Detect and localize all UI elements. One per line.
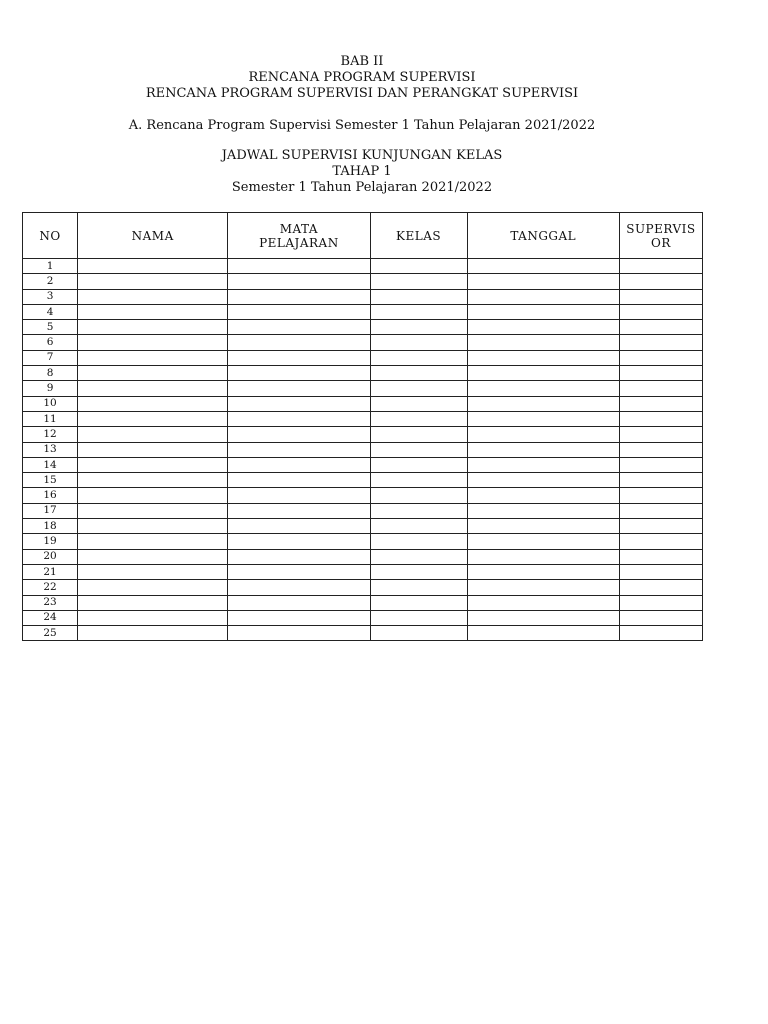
cell-mata-pelajaran — [228, 274, 370, 289]
cell-supervisor — [619, 564, 702, 579]
cell-supervisor — [619, 580, 702, 595]
cell-mata-pelajaran — [228, 304, 370, 319]
table-row — [23, 335, 703, 350]
cell-nama — [78, 564, 228, 579]
cell-no: 22 — [23, 580, 78, 595]
cell-nama — [78, 289, 228, 304]
cell-mata-pelajaran — [228, 488, 370, 503]
cell-nama — [78, 488, 228, 503]
cell-tanggal — [467, 488, 619, 503]
cell-kelas — [370, 580, 467, 595]
cell-no: 8 — [23, 366, 78, 381]
cell-no: 14 — [23, 457, 78, 472]
table-row — [23, 320, 703, 335]
cell-no: 24 — [23, 610, 78, 625]
table-row — [23, 549, 703, 564]
cell-supervisor — [619, 457, 702, 472]
cell-tanggal — [467, 595, 619, 610]
cell-supervisor — [619, 366, 702, 381]
cell-mata-pelajaran — [228, 580, 370, 595]
cell-kelas — [370, 350, 467, 365]
cell-nama — [78, 381, 228, 396]
table-row — [23, 442, 703, 457]
cell-kelas — [370, 366, 467, 381]
cell-supervisor — [619, 427, 702, 442]
header-mata-pelajaran-line-1: MATA — [279, 221, 319, 236]
table-row — [23, 580, 703, 595]
table-row — [23, 626, 703, 641]
cell-nama — [78, 304, 228, 319]
cell-no: 9 — [23, 381, 78, 396]
table-row — [23, 564, 703, 579]
table-row — [23, 473, 703, 488]
cell-tanggal — [467, 381, 619, 396]
cell-tanggal — [467, 289, 619, 304]
cell-mata-pelajaran — [228, 564, 370, 579]
cell-kelas — [370, 564, 467, 579]
table-row — [23, 396, 703, 411]
table-row — [23, 259, 703, 274]
table-row — [23, 289, 703, 304]
cell-no: 10 — [23, 396, 78, 411]
cell-supervisor — [619, 289, 702, 304]
cell-no: 4 — [23, 304, 78, 319]
cell-tanggal — [467, 366, 619, 381]
cell-nama — [78, 595, 228, 610]
section-heading: A. Rencana Program Supervisi Semester 1 Tahun Pelajaran 2021/2022 — [128, 118, 596, 133]
cell-kelas — [370, 396, 467, 411]
header-no: NO — [23, 213, 78, 259]
cell-kelas — [370, 473, 467, 488]
cell-nama — [78, 534, 228, 549]
chapter-heading: BAB II — [340, 54, 384, 69]
header-mata-pelajaran-line-2: PELAJARAN — [259, 235, 339, 250]
header-nama: NAMA — [78, 213, 228, 259]
cell-mata-pelajaran — [228, 503, 370, 518]
table-row — [23, 350, 703, 365]
cell-nama — [78, 274, 228, 289]
cell-nama — [78, 427, 228, 442]
cell-kelas — [370, 519, 467, 534]
table-row — [23, 595, 703, 610]
cell-tanggal — [467, 350, 619, 365]
cell-no: 6 — [23, 335, 78, 350]
cell-nama — [78, 335, 228, 350]
cell-tanggal — [467, 396, 619, 411]
cell-tanggal — [467, 564, 619, 579]
cell-no: 23 — [23, 595, 78, 610]
header-supervisor — [619, 213, 702, 259]
cell-nama — [78, 503, 228, 518]
cell-no: 17 — [23, 503, 78, 518]
cell-mata-pelajaran — [228, 289, 370, 304]
cell-no: 12 — [23, 427, 78, 442]
cell-no: 25 — [23, 626, 78, 641]
cell-kelas — [370, 457, 467, 472]
cell-no: 13 — [23, 442, 78, 457]
cell-no: 1 — [23, 259, 78, 274]
cell-no: 19 — [23, 534, 78, 549]
table-stage: TAHAP 1 — [332, 164, 392, 179]
cell-supervisor — [619, 610, 702, 625]
cell-no: 16 — [23, 488, 78, 503]
cell-supervisor — [619, 626, 702, 641]
cell-kelas — [370, 304, 467, 319]
cell-mata-pelajaran — [228, 350, 370, 365]
cell-supervisor — [619, 549, 702, 564]
header-kelas: KELAS — [370, 213, 467, 259]
cell-no: 3 — [23, 289, 78, 304]
cell-no: 20 — [23, 549, 78, 564]
cell-tanggal — [467, 626, 619, 641]
cell-kelas — [370, 289, 467, 304]
table-row — [23, 304, 703, 319]
cell-nama — [78, 411, 228, 426]
cell-nama — [78, 320, 228, 335]
cell-mata-pelajaran — [228, 549, 370, 564]
cell-tanggal — [467, 304, 619, 319]
cell-kelas — [370, 427, 467, 442]
cell-supervisor — [619, 350, 702, 365]
cell-no: 15 — [23, 473, 78, 488]
cell-mata-pelajaran — [228, 534, 370, 549]
cell-supervisor — [619, 304, 702, 319]
cell-supervisor — [619, 274, 702, 289]
cell-supervisor — [619, 442, 702, 457]
cell-mata-pelajaran — [228, 610, 370, 625]
cell-kelas — [370, 595, 467, 610]
cell-kelas — [370, 335, 467, 350]
table-row — [23, 519, 703, 534]
chapter-subtitle: RENCANA PROGRAM SUPERVISI DAN PERANGKAT SUPERVISI — [145, 86, 579, 101]
cell-nama — [78, 259, 228, 274]
cell-mata-pelajaran — [228, 259, 370, 274]
cell-nama — [78, 549, 228, 564]
header-mata-pelajaran — [228, 213, 370, 259]
cell-mata-pelajaran — [228, 626, 370, 641]
cell-mata-pelajaran — [228, 396, 370, 411]
cell-tanggal — [467, 610, 619, 625]
cell-supervisor — [619, 381, 702, 396]
cell-mata-pelajaran — [228, 442, 370, 457]
table-row — [23, 381, 703, 396]
cell-supervisor — [619, 335, 702, 350]
cell-tanggal — [467, 274, 619, 289]
table-row — [23, 427, 703, 442]
cell-kelas — [370, 610, 467, 625]
cell-mata-pelajaran — [228, 366, 370, 381]
cell-kelas — [370, 626, 467, 641]
cell-no: 11 — [23, 411, 78, 426]
cell-tanggal — [467, 335, 619, 350]
cell-supervisor — [619, 595, 702, 610]
table-row — [23, 457, 703, 472]
cell-tanggal — [467, 427, 619, 442]
chapter-title: RENCANA PROGRAM SUPERVISI — [248, 70, 476, 85]
cell-nama — [78, 473, 228, 488]
cell-mata-pelajaran — [228, 381, 370, 396]
cell-no: 7 — [23, 350, 78, 365]
header-supervisor-line-2: OR — [650, 235, 671, 250]
table-row — [23, 610, 703, 625]
cell-tanggal — [467, 580, 619, 595]
cell-kelas — [370, 320, 467, 335]
cell-nama — [78, 457, 228, 472]
header-tanggal: TANGGAL — [467, 213, 619, 259]
cell-nama — [78, 580, 228, 595]
cell-no: 5 — [23, 320, 78, 335]
cell-tanggal — [467, 519, 619, 534]
cell-no: 21 — [23, 564, 78, 579]
cell-supervisor — [619, 488, 702, 503]
cell-mata-pelajaran — [228, 335, 370, 350]
supervision-schedule-table — [22, 212, 703, 641]
table-period: Semester 1 Tahun Pelajaran 2021/2022 — [231, 180, 493, 195]
cell-mata-pelajaran — [228, 595, 370, 610]
cell-nama — [78, 610, 228, 625]
table-row — [23, 274, 703, 289]
cell-nama — [78, 442, 228, 457]
cell-mata-pelajaran — [228, 411, 370, 426]
cell-mata-pelajaran — [228, 473, 370, 488]
cell-supervisor — [619, 411, 702, 426]
cell-no: 18 — [23, 519, 78, 534]
table-row — [23, 366, 703, 381]
header-supervisor-line-1: SUPERVIS — [626, 221, 696, 236]
cell-tanggal — [467, 473, 619, 488]
table-row — [23, 534, 703, 549]
cell-kelas — [370, 274, 467, 289]
cell-nama — [78, 626, 228, 641]
cell-kelas — [370, 259, 467, 274]
cell-mata-pelajaran — [228, 457, 370, 472]
cell-tanggal — [467, 457, 619, 472]
cell-supervisor — [619, 259, 702, 274]
cell-mata-pelajaran — [228, 427, 370, 442]
cell-supervisor — [619, 534, 702, 549]
cell-tanggal — [467, 411, 619, 426]
table-row — [23, 503, 703, 518]
table-body — [23, 259, 703, 641]
table-header-row — [23, 213, 703, 259]
cell-no: 2 — [23, 274, 78, 289]
cell-kelas — [370, 442, 467, 457]
cell-kelas — [370, 488, 467, 503]
cell-tanggal — [467, 442, 619, 457]
cell-supervisor — [619, 320, 702, 335]
cell-tanggal — [467, 503, 619, 518]
cell-kelas — [370, 534, 467, 549]
cell-kelas — [370, 411, 467, 426]
cell-tanggal — [467, 549, 619, 564]
cell-tanggal — [467, 534, 619, 549]
table-title: JADWAL SUPERVISI KUNJUNGAN KELAS — [221, 148, 503, 163]
cell-kelas — [370, 381, 467, 396]
cell-nama — [78, 396, 228, 411]
cell-supervisor — [619, 396, 702, 411]
cell-supervisor — [619, 503, 702, 518]
cell-tanggal — [467, 320, 619, 335]
cell-nama — [78, 366, 228, 381]
cell-mata-pelajaran — [228, 320, 370, 335]
cell-supervisor — [619, 519, 702, 534]
cell-nama — [78, 519, 228, 534]
table-row — [23, 488, 703, 503]
cell-kelas — [370, 549, 467, 564]
cell-nama — [78, 350, 228, 365]
cell-supervisor — [619, 473, 702, 488]
cell-kelas — [370, 503, 467, 518]
cell-tanggal — [467, 259, 619, 274]
table-row — [23, 411, 703, 426]
cell-mata-pelajaran — [228, 519, 370, 534]
